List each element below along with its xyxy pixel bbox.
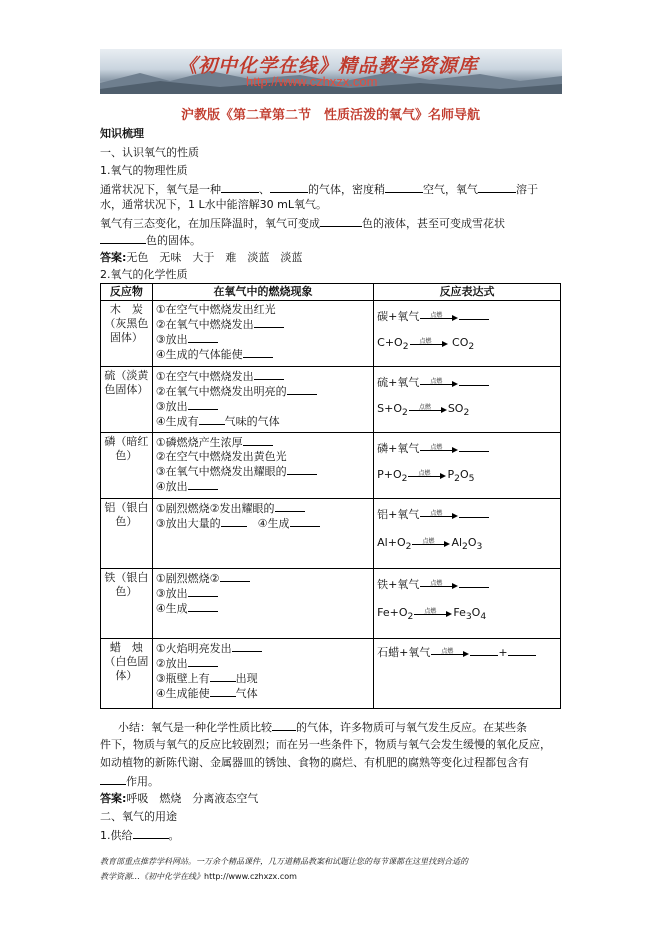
table-row [101,367,561,433]
expression-cell: 铝+氧气 点燃 $Al+O_2$ 点燃 $Al_2O_3$ [374,499,561,569]
phenomenon-cell: ①在空气中燃烧发出 ②在氧气中燃烧发出明亮的 ③放出 ④生成有 气味的气体 [152,367,373,433]
arrow-icon: 点燃 [412,538,450,548]
para1: 通常状况下，氧气是一种 、 的气体，密度稍 空气，氧气 溶于 [100,183,538,196]
footer-line2: 教学资源…《初中化学在线》http://www.czhxzx.com [100,872,297,881]
table-row [101,433,561,499]
sub1-heading: 1.氧气的物理性质 [100,164,188,177]
table-row [101,569,561,639]
part2-heading: 二、氧气的用途 [100,810,177,823]
expression-cell: 碳+氧气 点燃 $C+O_2$ 点燃 $CO_2$ [374,301,561,367]
arrow-icon: 点燃 [420,378,458,388]
expression-cell: 铁+氧气 点燃 $Fe+O_2$ 点燃 $Fe_3O_4$ [374,569,561,639]
table-row [101,639,561,709]
para3: 氧气有三态变化，在加压降温时，氧气可变成 色的液体，甚至可变成雪花状 [100,217,505,230]
summary-line1: 小结：氧气是一种化学性质比较 的气体，许多物质可与氧气发生反应。在某些条 [118,721,527,734]
arrow-icon: 点燃 [408,470,446,480]
expression-cell: 磷+氧气 点燃 $P+O_2$ 点燃 $P_2O_5$ [374,433,561,499]
reactant-cell: 蜡 烛（白色固体） [101,639,153,709]
table-row [101,301,561,367]
arrow-icon: 点燃 [420,312,458,322]
header-reactant: 反应物 [101,284,153,301]
arrow-icon: 点燃 [431,648,469,658]
reactant-cell: 木 炭（灰黑色固体） [101,301,153,367]
expression-cell: 硫+氧气 点燃 $S+O_2$ 点燃 $SO_2$ [374,367,561,433]
phenomenon-cell: ①剧烈燃烧② ③放出 ④生成 [152,569,373,639]
banner-url[interactable]: http://www.czhxzx.com [246,74,378,89]
answer-2: 答案:呼吸 燃烧 分离液态空气 [100,792,259,805]
use-1: 1.供给 。 [100,829,180,842]
part1-heading: 一、认识氧气的性质 [100,146,199,159]
arrow-icon: 点燃 [410,338,448,348]
summary-line4: 作用。 [100,774,159,789]
para4: 色的固体。 [100,233,201,248]
summary-line2: 件下，物质与氧气的反应比较剧烈；而在另一些条件下，物质与氧气会发生缓慢的氧化反应， [100,738,551,751]
reaction-table [100,283,561,709]
arrow-icon: 点燃 [420,444,458,454]
expression-cell: 石蜡+氧气 点燃 + [374,639,561,709]
phenomenon-cell: ①磷燃烧产生浓厚 ②在空气中燃烧发出黄色光 ③在氧气中燃烧发出耀眼的 ④放出 [152,433,373,499]
reactant-cell: 硫（淡黄色固体） [101,367,153,433]
table-row [101,499,561,569]
header-expression: 反应表达式 [374,284,561,301]
section-heading: 知识梳理 [100,127,144,140]
banner-title: 《初中化学在线》精品教学资源库 [178,55,479,77]
para2: 水，通常状况下，1 L水中能溶解30 mL氧气。 [100,198,327,211]
sub2-heading: 2.氧气的化学性质 [100,268,188,281]
reactant-cell: 铝（银白色） [101,499,153,569]
footer-link[interactable]: http://www.czhxzx.com [204,872,297,881]
header-banner [100,49,562,94]
arrow-icon: 点燃 [409,404,447,414]
arrow-icon: 点燃 [414,608,452,618]
arrow-icon: 点燃 [420,580,458,590]
header-phenomenon: 在氧气中的燃烧现象 [152,284,373,301]
phenomenon-cell: ①在空气中燃烧发出红光 ②在氧气中燃烧发出 ③放出 ④生成的气体能使 [152,301,373,367]
phenomenon-cell: ①火焰明亮发出 ②放出 ③瓶壁上有 出现 ④生成能使 气体 [152,639,373,709]
document-title: 沪教版《第二章第二节 性质活泼的氧气》名师导航 [180,108,480,123]
footer-line1: 教育部重点推荐学科网站。一万余个精品课件，几万道精品教案和试题让您的每节课都在这里找到合适的 [100,857,468,866]
summary-line3: 如动植物的新陈代谢、金属器皿的锈蚀、食物的腐烂、有机肥的腐熟等变化过程都包含有 [100,756,529,769]
arrow-icon: 点燃 [420,510,458,520]
reactant-cell: 铁（银白色） [101,569,153,639]
reactant-cell: 磷（暗红色） [101,433,153,499]
phenomenon-cell: ①剧烈燃烧②发出耀眼的 ③放出大量的 ④生成 [152,499,373,569]
answer-1: 答案:无色 无味 大于 难 淡蓝 淡蓝 [100,251,303,264]
